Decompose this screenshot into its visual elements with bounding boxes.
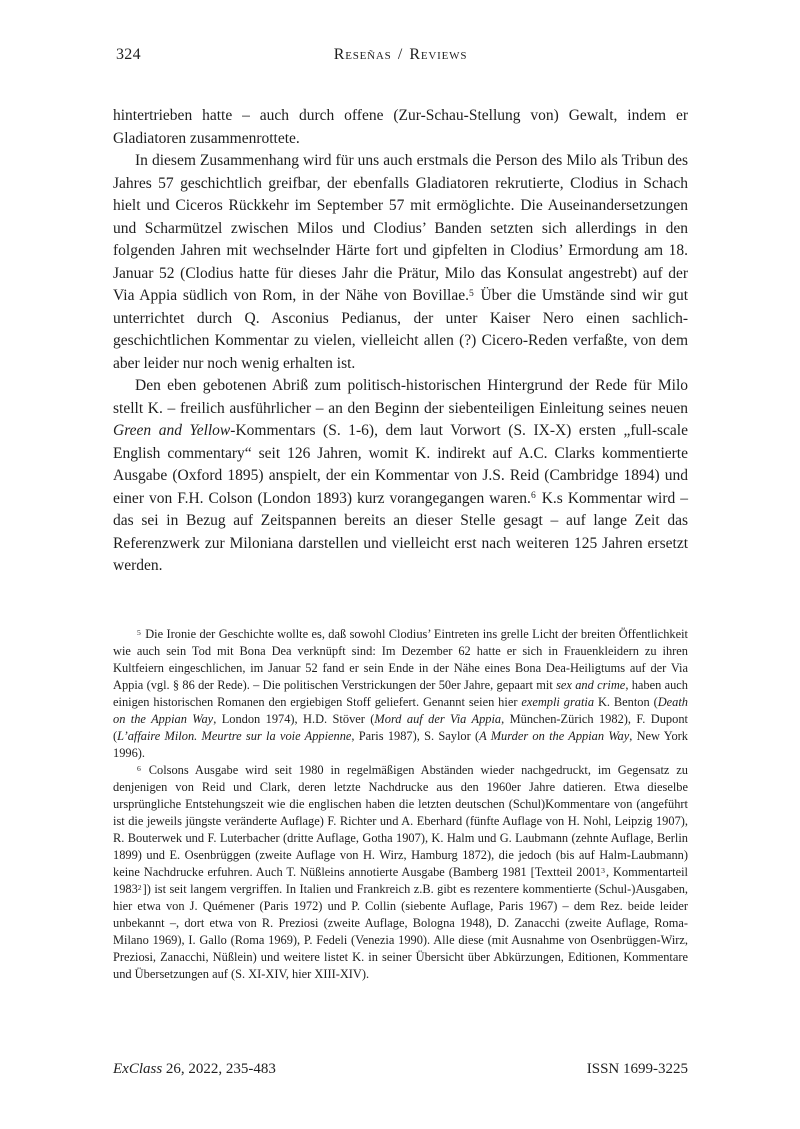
- italic-text: exempli gratia: [521, 695, 595, 709]
- text-run: , Kommentarteil 1983: [113, 865, 688, 896]
- footnote-6: [113, 762, 688, 983]
- superscript-marker: 5: [137, 627, 141, 637]
- superscript-marker: 5: [468, 287, 474, 299]
- issn: ISSN 1699-3225: [586, 1061, 688, 1077]
- footnotes-section: [113, 626, 688, 983]
- journal-citation: [113, 1061, 276, 1078]
- text-run: ]) ist seit langem vergriffen. In Italien und Frankreich z.B. gibt es rezentere kommentierte (Schul-)Ausgaben, hier etwa von J. Quémener (Paris 1972) und P. Collin (siebente Auflage, Paris 1967) – dem Rez. beide leider unbekannt –, dort etwa von R. Preziosi (zweite Auflage, Bologna 1948), D. Zanacchi (zweite Auflage, Roma-Milano 1969), I. Gallo (Roma 1969), P. Fedeli (Venezia 1990). Alle diese (mit Ausnahme von Osenbrüggen-Wirz, Preziosi, Zanacchi, Nüßlein) und weitere listet K. in seiner Übersicht über Abkürzungen, Editionen, Kommentare und Übersetzungen auf (S. XI-XIV, hier XIII-XIV).: [113, 882, 688, 981]
- review-body: [113, 105, 688, 578]
- text-run: -Kommentars (S. 1-6), dem laut Vorwort (S. IX-X) ersten „full-scale English commentary“ seit 126 Jahren, womit K. indirekt auf A.C. Clarks kommentierte Ausgabe (Oxford 1895) anspielt, der ein Kommentar von J.S. Reid (Cambridge 1894) und einer von F.H. Colson (London 1893) kurz vorangegangen waren.: [113, 422, 688, 507]
- italic-text: A Murder on the Appian Way: [479, 729, 630, 743]
- text-run: , London 1974), H.D. Stöver (: [213, 712, 375, 726]
- italic-text: L’affaire Milon. Meurtre sur la voie Appienne: [117, 729, 352, 743]
- italic-text: Death on the Appian Way: [113, 695, 688, 726]
- italic-text: sex and crime: [556, 678, 626, 692]
- superscript-marker: 6: [137, 763, 141, 773]
- body-paragraph: [113, 375, 688, 578]
- text-run: Den eben gebotenen Abriß zum politisch-historischen Hintergrund der Rede für Milo stellt K. – freilich ausführlicher – an den Beginn der siebenteiligen Einleitung seines neuen: [113, 377, 688, 417]
- text-run: Die Ironie der Geschichte wollte es, daß sowohl Clodius’ Eintreten ins grelle Licht der breiten Öffentlichkeit wie auch sein Tod mit Bona Dea verknüpft sind: Im Dezember 62 hatte er sich in Frauenkleidern zu ihren Kultfeiern eingeschlichen, im Januar 52 fand er sein Ende in der Nähe eines Bona Dea-Heiligtums auf der Via Appia (vgl. § 86 der Rede). – Die politischen Verstrickungen der 50er Jahre, gepaart mit: [113, 627, 688, 692]
- text-run: , Paris 1987), S. Saylor (: [351, 729, 480, 743]
- text-run: , haben auch einigen historischen Romanen den ergiebigen Stoff geliefert. Genannt seien hier: [113, 678, 688, 709]
- page-number: 324: [116, 46, 141, 63]
- text-run: hintertrieben hatte – auch durch offene (Zur-Schau-Stellung von) Gewalt, indem er Gladiatoren zusammenrottete.: [113, 107, 688, 147]
- text-run: Colsons Ausgabe wird seit 1980 in regelmäßigen Abständen wieder nachgedruckt, im Gegensatz zu denjenigen von Reid und Clark, deren letzte Nachdrucke aus den 1960er Jahre datieren. Etwa dieselbe ursprüngliche Entstehungszeit wie die englischen haben die letzten deutschen (Schul)Kommentare von (angeführt ist die jeweils jüngste veränderte Auflage) F. Richter und A. Eberhard (fünfte Auflage von H. Nohl, Leipzig 1907), R. Bouterwek und F. Luterbacher (dritte Auflage, Gotha 1907), K. Halm und G. Laubmann (zehnte Auflage, Berlin 1899) und E. Osenbrüggen (zweite Auflage von H. Wirz, Hamburg 1872), die jedoch (bis auf Halm-Laubmann) keine Nachdrucke erfuhren. Auch T. Nüßleins annotierte Ausgabe (Bamberg 1981 [Textteil 2001: [113, 763, 688, 879]
- text-run: 26, 2022, 235-483: [162, 1061, 276, 1077]
- text-run: , München-Zürich 1982), F. Dupont (: [113, 712, 688, 743]
- page-footer: [113, 1061, 688, 1078]
- text-run: , New York 1996).: [113, 729, 689, 760]
- italic-text: Green and Yellow: [113, 422, 231, 439]
- body-paragraph: [113, 150, 688, 375]
- italic-text: Mord auf der Via Appia: [374, 712, 502, 726]
- text-run: Über die Umstände sind wir gut unterrichtet durch Q. Asconius Pedianus, der unter Kaiser Nero einen sachlich-geschichtlichen Kommentar zu vielen, vielleicht allen (?) Cicero-Reden verfaßte, von dem aber leider nur noch wenig erhalten ist.: [113, 287, 689, 372]
- text-run: In diesem Zusammenhang wird für uns auch erstmals die Person des Milo als Tribun des Jahres 57 geschichtlich greifbar, der ebenfalls Gladiatoren rekrutierte, Clodius in Schach hielt und Ciceros Rückkehr im September 57 mit ermöglichte. Die Auseinandersetzungen und Scharmützel zwischen Milos und Clodius’ Banden setzten sich allerdings in den folgenden Jahren mit wechselnder Härte fort und gipfelten in Clodius’ Ermordung am 18. Januar 52 (Clodius hatte für dieses Jahr die Prätur, Milo das Konsulat angestrebt) auf der Via Appia südlich von Rom, in der Nähe von Bovillae.: [113, 152, 688, 304]
- running-header: [113, 46, 688, 66]
- italic-text: ExClass: [113, 1061, 163, 1077]
- body-paragraph: [113, 105, 688, 150]
- superscript-marker: 3: [601, 865, 605, 875]
- running-title: Reseñas / Reviews: [333, 46, 468, 63]
- superscript-marker: 6: [530, 490, 536, 502]
- footnote-5: [113, 626, 688, 762]
- superscript-marker: 2: [137, 882, 142, 892]
- text-run: K.s Kommentar wird – das sei in Bezug auf Zeitspannen bereits an dieser Stelle gesagt – auf lange Zeit das Referenzwerk zur Miloniana darstellen und vielleicht erst nach weiteren 125 Jahren ersetzt werden.: [113, 489, 689, 574]
- text-run: K. Benton (: [594, 695, 658, 709]
